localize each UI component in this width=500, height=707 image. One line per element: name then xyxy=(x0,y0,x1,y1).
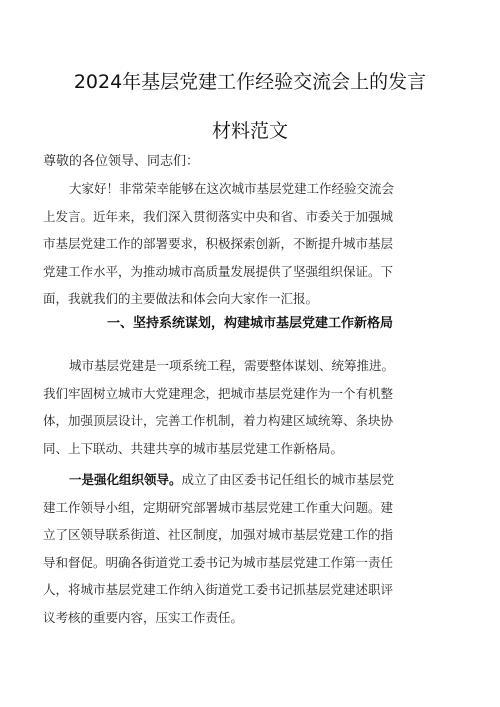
paragraph-line xyxy=(43,466,459,494)
paragraph-line-text: 成立了由区委书记任组长的城市基层党 xyxy=(181,472,395,487)
paragraph-line: 城市基层党建是一项系统工程，需要整体谋划、统筹推进。 xyxy=(69,358,395,373)
paragraph-line: 市基层党建工作的部署要求，积极探索创新，不断提升城市基层 xyxy=(43,236,394,251)
paragraph-line: 议考核的重要内容，压实工作责任。 xyxy=(43,609,244,625)
section-heading-1: 一、坚持系统谋划，构建城市基层党建工作新格局 xyxy=(106,316,393,331)
paragraph-line: 体，加强顶层设计，完善工作机制，着力构建区域统筹、条块协 xyxy=(43,413,394,428)
document-title-line-1: 2024年基层党建工作经验交流会上的发言 xyxy=(73,71,427,93)
paragraph-line: 党建工作水平，为推动城市高质量发展提供了坚强组织保证。下 xyxy=(43,263,394,279)
paragraph-line: 立了区领导联系街道、社区制度，加强对城市基层党建工作的指 xyxy=(43,527,394,542)
paragraph-line: 导和督促。明确各街道党工委书记为城市基层党建工作第一责任 xyxy=(43,554,394,570)
paragraph-intro xyxy=(43,175,459,313)
paragraph-section1-intro xyxy=(43,352,459,462)
paragraph-line: 上发言。近年来，我们深入贯彻落实中央和省、市委关于加强城 xyxy=(43,208,394,224)
paragraph-line: 同、上下联动、共建共享的城市基层党建工作新格局。 xyxy=(43,440,344,456)
paragraph-line: 我们牢固树立城市大党建理念，把城市基层党建作为一个有机整 xyxy=(43,385,394,401)
paragraph-line: 面，我就我们的主要做法和体会向大家作一汇报。 xyxy=(43,291,319,306)
paragraph-line: 大家好！非常荣幸能够在这次城市基层党建工作经验交流会 xyxy=(69,181,395,196)
paragraph-lead-bold: 一是强化组织领导。 xyxy=(69,472,182,487)
paragraph-line: 建工作领导小组，定期研究部署城市基层党建工作重大问题。建 xyxy=(43,499,394,515)
salutation: 尊敬的各位领导、同志们： xyxy=(43,154,200,169)
paragraph-organization-leadership xyxy=(43,466,459,631)
document-title-line-2: 材料范文 xyxy=(211,120,288,142)
paragraph-line: 人，将城市基层党建工作纳入街道党工委书记抓基层党建述职评 xyxy=(43,582,394,597)
